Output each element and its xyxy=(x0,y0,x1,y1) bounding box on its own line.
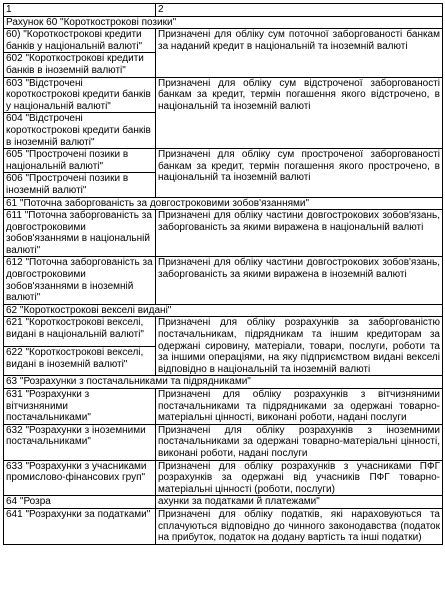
account-name-cell: 622 "Короткострокові векселі, видані в іноземній валюті" xyxy=(4,346,156,375)
account-description-cell: Призначені для обліку частини довгострокових зобов'язань, заборгованість за якими виражена в національній валюті xyxy=(156,210,443,257)
account-name-cell: 641 "Розрахунки за податками" xyxy=(4,508,156,544)
table-row xyxy=(4,149,443,173)
table-row xyxy=(4,77,443,113)
section-header-row xyxy=(4,16,443,29)
header-row xyxy=(4,4,443,17)
accounts-table xyxy=(3,3,443,545)
table-row xyxy=(4,424,443,460)
account-description-cell: Призначені для обліку розрахунків за заборгованістю постачальникам, підрядникам та іншим кредиторам за одержані сировину, матеріали, товари, послуги, роботи та за іншими операціями, на яку підприємством видані векселі відповідно в національній та іноземній валюті xyxy=(156,317,443,376)
account-name-cell: 612 "Поточна заборгованість за довгостроковими зобов'язаннями в іноземній валюті" xyxy=(4,257,156,304)
table-row xyxy=(4,389,443,425)
account-description-cell: Призначені для обліку частини довгострокових зобов'язань, заборгованість за якими виражена в іноземній валюті xyxy=(156,257,443,304)
table-row xyxy=(4,29,443,53)
section-header-row xyxy=(4,304,443,317)
account-description-cell: Призначені для обліку сум відстроченої заборгованості банкам за кредит, термін погашення якого відстрочено, в національній та іноземній валюті xyxy=(156,77,443,149)
account-description-cell: Призначені для обліку податків, які нараховуються та сплачуються відповідно до чинного законодавства (податок на прибуток, податок на додану вартість та інші податки) xyxy=(156,508,443,544)
table-row xyxy=(4,210,443,257)
account-name-cell: 611 "Поточна заборгованість за довгостроковими зобов'язаннями в національній валюті" xyxy=(4,210,156,257)
account-name-cell: 606 "Прострочені позики в іноземній валюті" xyxy=(4,173,156,197)
account-name-cell: 632 "Розрахунки з іноземними постачальниками" xyxy=(4,424,156,460)
section-header-row xyxy=(4,197,443,210)
section-title: 61 "Поточна заборгованість за довгостроковими зобов'язаннями" xyxy=(4,197,443,210)
section-title: 62 "Короткострокові векселі видані" xyxy=(4,304,443,317)
account-description-cell: Призначені для обліку сум поточної заборгованості банкам за наданий кредит в національній та іноземній валюті xyxy=(156,29,443,77)
section-header-row xyxy=(4,376,443,389)
header-col2: 2 xyxy=(156,4,443,17)
account-description-cell: Призначені для обліку розрахунків з учасниками ПФГ розрахунків за одержані від учасників ПФГ товарно-матеріальні цінності (роботи, послуги) xyxy=(156,460,443,496)
section-title: Рахунок 60 "Короткострокові позики" xyxy=(4,16,443,29)
section-header-row xyxy=(4,496,443,509)
account-name-cell: 605 "Прострочені позики в національній валюті" xyxy=(4,149,156,173)
table-row xyxy=(4,317,443,346)
account-name-cell: 60) "Короткострокові кредити банків у національній валюті" xyxy=(4,29,156,53)
account-description-cell: Призначені для обліку розрахунків з вітчизняними постачальниками та підрядниками за одержані товарно-матеріальні цінності, виконані роботи, надані послуги xyxy=(156,389,443,425)
section-title: 64 "Розра xyxy=(4,496,156,509)
table-row xyxy=(4,508,443,544)
account-name-cell: 602 "Короткострокові кредити банків в іноземній валюті" xyxy=(4,53,156,77)
account-name-cell: 604 "Відстрочені короткострокові кредити банків в іноземній валюті" xyxy=(4,113,156,149)
section-title-continuation: ахунки за податками й платежами" xyxy=(156,496,443,509)
table-row xyxy=(4,257,443,304)
account-name-cell: 621 "Короткострокові векселі, видані в національній валюті" xyxy=(4,317,156,346)
section-title: 63 "Розрахунки з постачальниками та підрядниками" xyxy=(4,376,443,389)
account-description-cell: Призначені для обліку розрахунків з іноземними постачальниками за одержані товарно-матеріальні цінності, виконані роботи, надані послуги xyxy=(156,424,443,460)
header-col1: 1 xyxy=(4,4,156,17)
account-name-cell: 631 "Розрахунки з вітчизняними постачальниками" xyxy=(4,389,156,425)
table-row xyxy=(4,460,443,496)
account-name-cell: 603 "Відстрочені короткострокові кредити банків у національній валюті" xyxy=(4,77,156,113)
account-description-cell: Призначені для обліку сум простроченої заборгованості банкам за кредит, термін погашення якого прострочено, в національній та іноземній валюті xyxy=(156,149,443,197)
account-name-cell: 633 "Розрахунки з учасниками промислово-фінансових груп" xyxy=(4,460,156,496)
